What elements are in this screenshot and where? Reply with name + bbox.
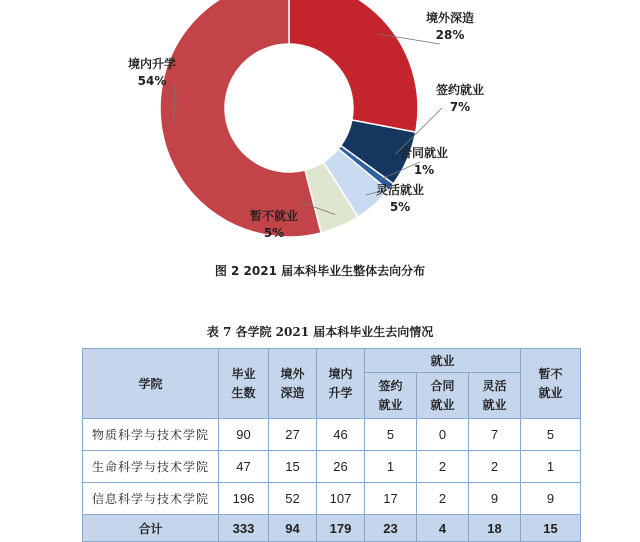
header-pending-b: 就业 (538, 385, 563, 400)
header-flexible-b: 就业 (482, 397, 507, 412)
destination-table (82, 348, 581, 542)
cell-college: 生命科学与技术学院 (83, 451, 219, 483)
cell-signed: 5 (365, 419, 417, 451)
label-domestic-pct: 54% (137, 74, 167, 88)
label-domestic (120, 56, 184, 90)
cell-signed: 17 (365, 483, 417, 515)
header-domestic (317, 349, 365, 419)
header-abroad-b: 深造 (280, 385, 305, 400)
label-pending (242, 208, 306, 242)
cell-flexible: 9 (469, 483, 521, 515)
label-contract (392, 145, 456, 179)
table-row (83, 419, 581, 451)
cell-contract: 2 (417, 451, 469, 483)
header-flexible (469, 373, 521, 419)
label-flexible-name: 灵活就业 (375, 183, 424, 197)
header-signed (365, 373, 417, 419)
cell-graduates: 196 (219, 483, 269, 515)
label-flexible (368, 182, 432, 216)
header-signed-b: 就业 (378, 397, 403, 412)
header-graduates (219, 349, 269, 419)
header-flexible-a: 灵活 (482, 378, 507, 393)
cell-contract: 0 (417, 419, 469, 451)
header-contract-b: 就业 (430, 397, 455, 412)
cell-abroad: 15 (269, 451, 317, 483)
header-pending (521, 349, 581, 419)
header-graduates-a: 毕业 (231, 366, 256, 381)
cell-college: 物质科学与技术学院 (83, 419, 219, 451)
label-domestic-name: 境内升学 (127, 57, 176, 71)
cell-pending: 9 (521, 483, 581, 515)
total-signed: 23 (365, 515, 417, 542)
total-row (83, 515, 581, 542)
header-signed-a: 签约 (378, 378, 403, 393)
cell-flexible: 7 (469, 419, 521, 451)
table-row (83, 483, 581, 515)
cell-pending: 1 (521, 451, 581, 483)
cell-abroad: 52 (269, 483, 317, 515)
table-row (83, 451, 581, 483)
total-contract: 4 (417, 515, 469, 542)
cell-domestic: 107 (317, 483, 365, 515)
cell-domestic: 46 (317, 419, 365, 451)
total-pending: 15 (521, 515, 581, 542)
label-signed-name: 签约就业 (435, 83, 484, 97)
label-contract-name: 合同就业 (399, 146, 448, 160)
cell-signed: 1 (365, 451, 417, 483)
cell-domestic: 26 (317, 451, 365, 483)
cell-contract: 2 (417, 483, 469, 515)
total-label: 合计 (83, 515, 219, 542)
label-contract-pct: 1% (413, 163, 435, 177)
header-abroad (269, 349, 317, 419)
total-flexible: 18 (469, 515, 521, 542)
header-contract (417, 373, 469, 419)
header-abroad-a: 境外 (280, 366, 305, 381)
header-employment: 就业 (365, 349, 521, 373)
cell-graduates: 47 (219, 451, 269, 483)
header-contract-a: 合同 (430, 378, 455, 393)
figure-caption: 图 2 2021 届本科毕业生整体去向分布 (214, 264, 426, 278)
label-signed (428, 82, 492, 116)
total-graduates: 333 (219, 515, 269, 542)
label-pending-pct: 5% (263, 226, 285, 240)
header-domestic-a: 境内 (328, 366, 353, 381)
cell-graduates: 90 (219, 419, 269, 451)
slice-0 (289, 0, 418, 132)
header-domestic-b: 升学 (328, 385, 353, 400)
total-abroad: 94 (269, 515, 317, 542)
label-abroad-name: 境外深造 (425, 11, 474, 25)
label-signed-pct: 7% (449, 100, 471, 114)
total-domestic: 179 (317, 515, 365, 542)
header-college: 学院 (83, 349, 219, 419)
label-abroad-pct: 28% (435, 28, 465, 42)
table-caption: 表 7 各学院 2021 届本科毕业生去向情况 (206, 325, 434, 339)
cell-pending: 5 (521, 419, 581, 451)
donut-chart (0, 0, 640, 262)
label-pending-name: 暂不就业 (249, 209, 298, 223)
header-graduates-b: 生数 (231, 385, 256, 400)
cell-abroad: 27 (269, 419, 317, 451)
label-flexible-pct: 5% (389, 200, 411, 214)
label-abroad (420, 10, 480, 44)
cell-college: 信息科学与技术学院 (83, 483, 219, 515)
header-pending-a: 暂不 (538, 366, 563, 381)
cell-flexible: 2 (469, 451, 521, 483)
